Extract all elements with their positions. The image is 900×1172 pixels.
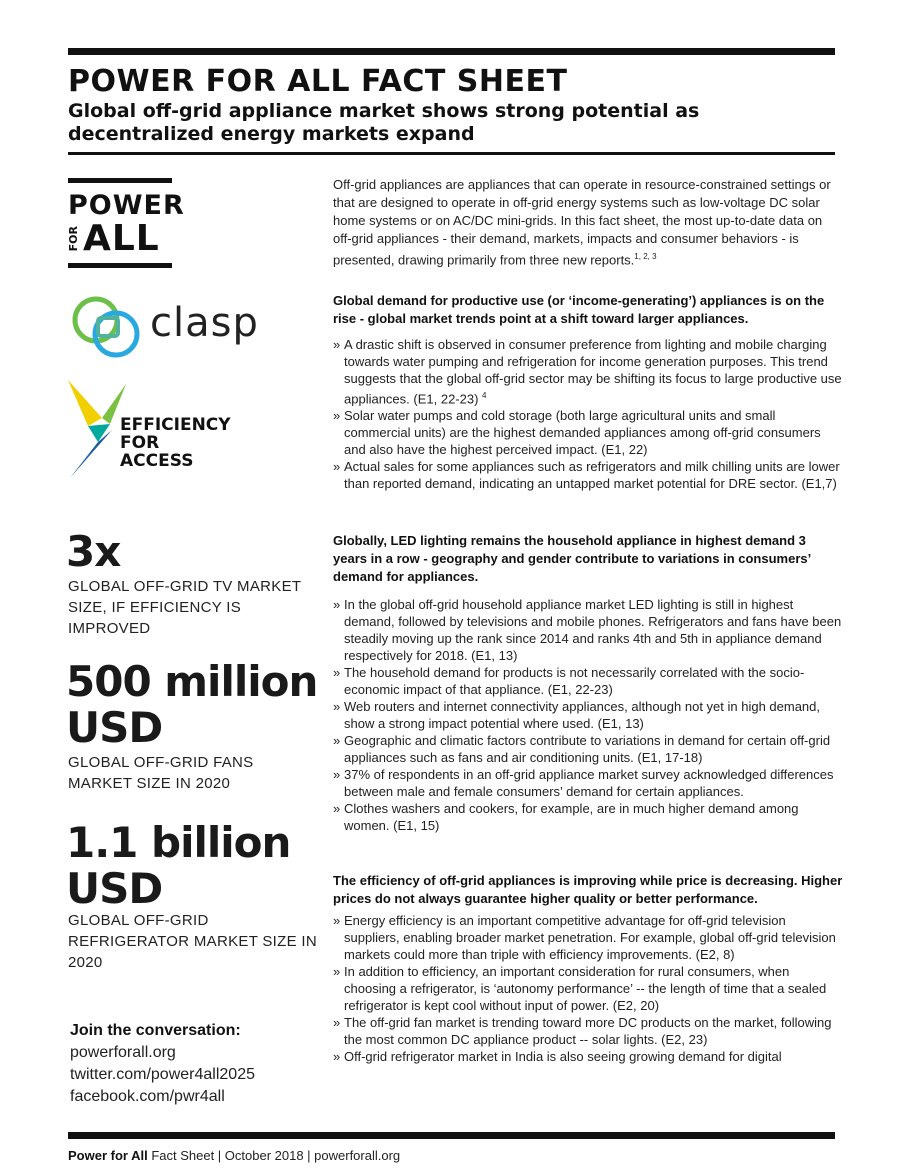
logo-word-power: POWER — [68, 190, 185, 221]
efficiency-for-access-mark-icon — [68, 380, 128, 480]
section-led-lighting — [333, 532, 843, 834]
stat-fans-value-line1: 500 million — [66, 657, 318, 706]
list-item-text: Actual sales for some appliances such as refrigerators and milk chilling units are lower than reported demand, indicating an untapped market potential for DRE sector. (E1,7) — [344, 459, 840, 492]
link-website[interactable]: powerforall.org — [70, 1044, 176, 1061]
list-item-text: Web routers and internet connectivity appliances, although not yet in high demand, show a strong impact potential where used. (E1, 13) — [344, 699, 821, 731]
footer-brand: Power for All — [68, 1148, 148, 1163]
list-item — [333, 664, 843, 698]
list-item-text: A drastic shift is observed in consumer preference from lighting and mobile charging towards water pumping and refrigeration for income generation purposes. This trend suggests that the global off-grid sector may be shifting its focus to large productive use appliances. (E1, 22-23) — [344, 337, 842, 407]
list-item-text: Clothes washers and cookers, for example, are in much higher demand among women. (E1, 15) — [344, 801, 799, 833]
logo-word-for: FOR — [67, 226, 80, 252]
section-efficiency — [333, 872, 843, 1065]
efficiency-for-access-logo — [68, 380, 238, 480]
section-productive-use — [333, 292, 843, 492]
join-heading: Join the conversation: — [70, 1022, 241, 1039]
page-footer — [68, 1148, 400, 1163]
page-subtitle: Global off-grid appliance market shows strong potential as decentralized energy markets expand — [68, 100, 700, 145]
list-item — [333, 698, 843, 732]
list-item — [333, 596, 843, 664]
list-item — [333, 732, 843, 766]
e4a-line-2: FOR — [120, 433, 160, 453]
list-item-text: Energy efficiency is an important competitive advantage for off-grid television suppliers, enabling broader market penetration. For example, global off-grid television markets could more than triple with efficiency improvements. (E2, 8) — [344, 913, 836, 962]
section-heading: Global demand for productive use (or ‘income-generating’) appliances is on the rise - global market trends point at a shift toward larger appliances. — [333, 293, 825, 326]
intro-paragraph — [333, 176, 843, 269]
e4a-line-3: ACCESS — [120, 451, 194, 471]
intro-text: Off-grid appliances are appliances that can operate in resource-constrained settings or that are designed to operate in off-grid energy systems such as low-voltage DC solar home systems or on AC/DC mini-grids. In this fact sheet, the most up-to-date data on off-grid appliances - their demand, markets, impacts and consumer behaviors - is presented, drawing primarily from three new reports. — [333, 177, 831, 268]
intro-footnote-refs: 1, 2, 3 — [634, 252, 657, 261]
stat-tv-value: 3x — [66, 527, 121, 576]
page-title: POWER FOR ALL FACT SHEET — [68, 64, 568, 99]
list-item — [333, 458, 843, 492]
stat-fans-value-line2: USD — [66, 703, 163, 752]
clasp-logo — [68, 290, 258, 362]
list-item — [333, 800, 843, 834]
list-item-text: Geographic and climatic factors contribute to variations in demand for certain off-grid appliances such as fans and air conditioning units. (E1, 17-18) — [344, 733, 831, 765]
list-item-text: 37% of respondents in an off-grid appliance market survey acknowledged differences between male and female consumers’ demand for certain appliances. — [344, 767, 834, 799]
list-item-text: In the global off-grid household appliance market LED lighting is still in highest demand, followed by televisions and mobile phones. Refrigerators and fans have been steadily moving up the rank since 2014 and ranks 4th and 5th in appliance demand respectively for 2018. (E1, 13) — [344, 597, 842, 663]
clasp-wordmark: clasp — [150, 300, 259, 346]
top-rule — [68, 48, 835, 55]
join-conversation — [70, 1020, 320, 1108]
list-item — [333, 912, 843, 963]
list-item-text: The off-grid fan market is trending toward more DC products on the market, following the most common DC appliance product -- solar lights. (E2, 23) — [344, 1015, 832, 1047]
logo-row-for-all — [67, 218, 172, 259]
list-item-text: Solar water pumps and cold storage (both large agricultural units and small commercial units) are the highest demanded appliances among off-grid consumers and also have the highest perceived impact. (E1, 22) — [344, 408, 821, 458]
link-facebook[interactable]: facebook.com/pwr4all — [70, 1088, 225, 1105]
list-item-text: The household demand for products is not necessarily correlated with the socio-economic impact of that appliance. (E1, 22-23) — [344, 665, 805, 697]
link-twitter[interactable]: twitter.com/power4all2025 — [70, 1066, 255, 1083]
section-heading: Globally, LED lighting remains the household appliance in highest demand 3 years in a row - geography and gender contribute to variations in consumers’ demand for appliances. — [333, 533, 811, 584]
list-item — [333, 1048, 843, 1065]
power-for-all-logo — [67, 178, 185, 268]
stat-fridge-value-line2: USD — [66, 864, 163, 913]
stat-fridge-label: GLOBAL OFF-GRID REFRIGERATOR MARKET SIZE IN 2020 — [68, 912, 317, 971]
list-item — [333, 766, 843, 800]
footer-text: Fact Sheet | October 2018 | powerforall.org — [147, 1148, 401, 1163]
logo-word-all: ALL — [83, 218, 160, 259]
list-item-text: Off-grid refrigerator market in India is also seeing growing demand for digital — [344, 1049, 782, 1064]
e4a-line-1: EFFICIENCY — [120, 415, 231, 435]
stat-tv-label: GLOBAL OFF-GRID TV MARKET SIZE, IF EFFICIENCY IS IMPROVED — [68, 578, 302, 637]
logo-bar-top — [68, 178, 172, 183]
section-heading: The efficiency of off-grid appliances is improving while price is decreasing. Higher prices do not always guarantee higher quality or better performance. — [333, 873, 843, 906]
footer-rule — [68, 1132, 835, 1139]
stat-fridge-value-line1: 1.1 billion — [66, 818, 291, 867]
efficiency-for-access-text — [120, 416, 231, 470]
stat-fans-label: GLOBAL OFF-GRID FANS MARKET SIZE IN 2020 — [68, 754, 254, 792]
list-item — [333, 963, 843, 1014]
list-item-text: In addition to efficiency, an important consideration for rural consumers, when choosing a refrigerator, is ‘autonomy performance’ -- the length of time that a sealed refrigerator is kept cool without input of power. (E2, 20) — [344, 964, 827, 1013]
list-item — [333, 336, 843, 407]
list-item — [333, 1014, 843, 1048]
footnote-ref: 4 — [482, 391, 487, 400]
header-rule — [68, 152, 835, 155]
clasp-rings-icon — [68, 290, 148, 362]
logo-bar-bottom — [68, 263, 172, 268]
list-item — [333, 407, 843, 458]
